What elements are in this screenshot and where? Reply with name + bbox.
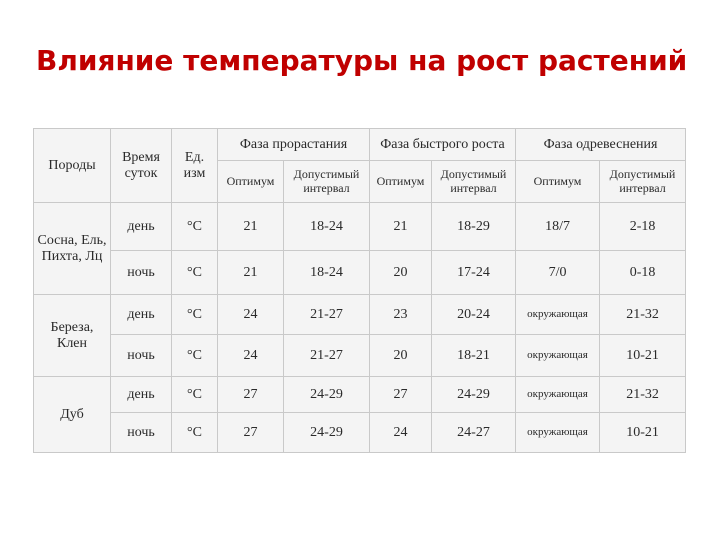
value-cell: 23 xyxy=(370,295,432,335)
value-cell: 7/0 xyxy=(516,251,600,295)
value-cell: 20-24 xyxy=(432,295,516,335)
unit-cell: °С xyxy=(172,335,218,377)
table-row xyxy=(34,203,686,251)
value-cell: 2-18 xyxy=(600,203,686,251)
header-optimum: Оптимум xyxy=(370,161,432,203)
value-cell: 21 xyxy=(218,251,284,295)
table-row xyxy=(34,295,686,335)
breed-cell: Береза, Клен xyxy=(34,295,111,377)
value-cell: 24-29 xyxy=(284,377,370,413)
value-cell: окружающая xyxy=(516,377,600,413)
unit-cell: °С xyxy=(172,413,218,453)
value-cell: окружающая xyxy=(516,413,600,453)
value-cell: 21-32 xyxy=(600,377,686,413)
value-cell: 27 xyxy=(218,413,284,453)
time-cell: ночь xyxy=(111,413,172,453)
header-phase-lignification: Фаза одревеснения xyxy=(516,129,686,161)
table-row xyxy=(34,251,686,295)
value-cell: 20 xyxy=(370,251,432,295)
value-cell: 18-21 xyxy=(432,335,516,377)
header-breed: Породы xyxy=(34,129,111,203)
value-cell: 18-24 xyxy=(284,251,370,295)
temperature-table xyxy=(33,128,686,453)
table-row xyxy=(34,413,686,453)
value-cell: окружающая xyxy=(516,335,600,377)
breed-cell: Дуб xyxy=(34,377,111,453)
value-cell: 21-27 xyxy=(284,335,370,377)
value-cell: 24 xyxy=(218,335,284,377)
value-cell: 17-24 xyxy=(432,251,516,295)
value-cell: 18-24 xyxy=(284,203,370,251)
table-row xyxy=(34,335,686,377)
value-cell: 21 xyxy=(218,203,284,251)
header-time: Время суток xyxy=(111,129,172,203)
value-cell: 27 xyxy=(218,377,284,413)
value-cell: 24 xyxy=(370,413,432,453)
value-cell: 24-27 xyxy=(432,413,516,453)
unit-cell: °С xyxy=(172,295,218,335)
header-interval: Допустимый интервал xyxy=(600,161,686,203)
value-cell: 18-29 xyxy=(432,203,516,251)
time-cell: день xyxy=(111,203,172,251)
value-cell: 21-27 xyxy=(284,295,370,335)
value-cell: 18/7 xyxy=(516,203,600,251)
header-interval: Допустимый интервал xyxy=(432,161,516,203)
value-cell: 24-29 xyxy=(284,413,370,453)
value-cell: 21-32 xyxy=(600,295,686,335)
unit-cell: °С xyxy=(172,203,218,251)
value-cell: 20 xyxy=(370,335,432,377)
breed-cell: Сосна, Ель, Пихта, Лц xyxy=(34,203,111,295)
value-cell: 24 xyxy=(218,295,284,335)
value-cell: 24-29 xyxy=(432,377,516,413)
value-cell: 10-21 xyxy=(600,413,686,453)
time-cell: ночь xyxy=(111,335,172,377)
header-phase-fast-growth: Фаза быстрого роста xyxy=(370,129,516,161)
value-cell: окружающая xyxy=(516,295,600,335)
time-cell: день xyxy=(111,295,172,335)
unit-cell: °С xyxy=(172,377,218,413)
header-optimum: Оптимум xyxy=(218,161,284,203)
value-cell: 27 xyxy=(370,377,432,413)
slide-title: Влияние температуры на рост растений xyxy=(36,44,688,77)
header-optimum: Оптимум xyxy=(516,161,600,203)
time-cell: ночь xyxy=(111,251,172,295)
unit-cell: °С xyxy=(172,251,218,295)
header-unit: Ед. изм xyxy=(172,129,218,203)
value-cell: 0-18 xyxy=(600,251,686,295)
time-cell: день xyxy=(111,377,172,413)
value-cell: 21 xyxy=(370,203,432,251)
table-row xyxy=(34,377,686,413)
value-cell: 10-21 xyxy=(600,335,686,377)
header-phase-germination: Фаза прорастания xyxy=(218,129,370,161)
header-interval: Допустимый интервал xyxy=(284,161,370,203)
